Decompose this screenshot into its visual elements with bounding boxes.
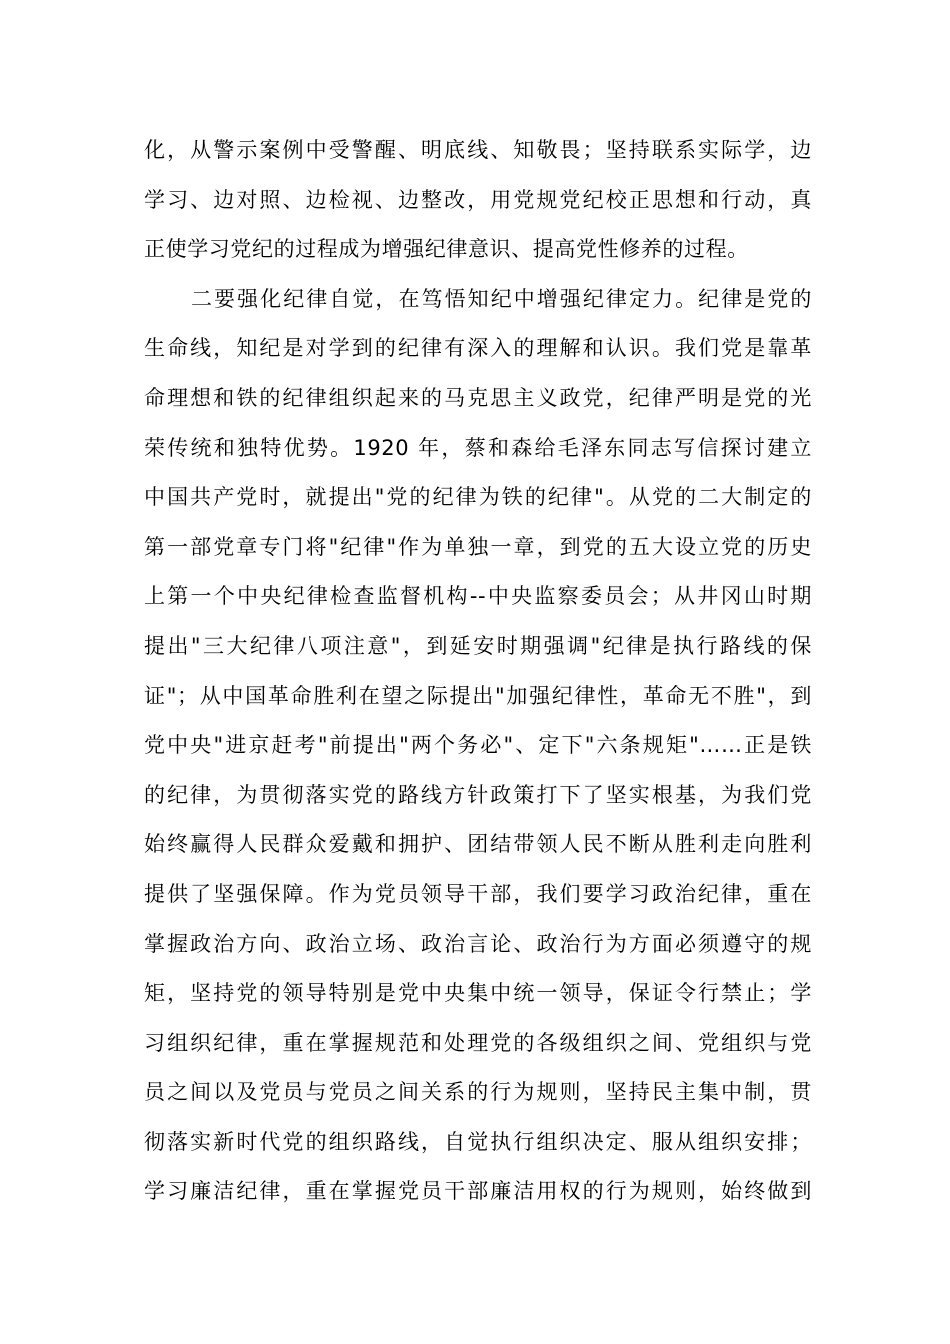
text-line-2: 学习、边对照、边检视、边整改，用党规党纪校正思想和行动，真 [144,187,812,212]
text-line-16: 提供了坚强保障。作为党员领导干部，我们要学习政治纪律，重在 [144,881,812,906]
text-line-17: 掌握政治方向、政治立场、政治言论、政治行为方面必须遵守的规 [144,931,812,956]
text-line-14: 的纪律，为贯彻落实党的路线方针政策打下了坚实根基，为我们党 [144,782,812,807]
text-line-20: 员之间以及党员与党员之间关系的行为规则，坚持民主集中制，贯 [144,1080,812,1105]
text-line-12: 证"；从中国革命胜利在望之际提出"加强纪律性，革命无不胜"，到 [144,683,812,708]
body-text [144,126,812,1217]
text-line-18: 矩，坚持党的领导特别是党中央集中统一领导，保证令行禁止；学 [144,981,812,1006]
text-line-7: 荣传统和独特优势。1920 年，蔡和森给毛泽东同志写信探讨建立 [144,435,812,460]
text-line-13: 党中央"进京赶考"前提出"两个务必"、定下"六条规矩"……正是铁 [144,733,812,758]
text-line-22: 学习廉洁纪律，重在掌握党员干部廉洁用权的行为规则，始终做到 [144,1179,812,1204]
text-line-15: 始终赢得人民群众爱戴和拥护、团结带领人民不断从胜利走向胜利 [144,832,812,857]
text-line-6: 命理想和铁的纪律组织起来的马克思主义政党，纪律严明是党的光 [144,385,812,410]
text-line-11: 提出"三大纪律八项注意"，到延安时期强调"纪律是执行路线的保 [144,633,812,658]
text-line-8: 中国共产党时，就提出"党的纪律为铁的纪律"。从党的二大制定的 [144,485,812,510]
paragraph-2-first-line: 二要强化纪律自觉，在笃悟知纪中增强纪律定力。纪律是党的 [191,286,812,311]
text-line-9: 第一部党章专门将"纪律"作为单独一章，到党的五大设立党的历史 [144,534,812,559]
text-line-21: 彻落实新时代党的组织路线，自觉执行组织决定、服从组织安排； [144,1129,812,1154]
text-line-3: 正使学习党纪的过程成为增强纪律意识、提高党性修养的过程。 [144,237,749,262]
text-line-19: 习组织纪律，重在掌握规范和处理党的各级组织之间、党组织与党 [144,1030,812,1055]
text-line-5: 生命线，知纪是对学到的纪律有深入的理解和认识。我们党是靠革 [144,336,812,361]
text-line-10: 上第一个中央纪律检查监督机构--中央监察委员会；从井冈山时期 [144,584,812,609]
text-line-1: 化，从警示案例中受警醒、明底线、知敬畏；坚持联系实际学，边 [144,138,812,162]
